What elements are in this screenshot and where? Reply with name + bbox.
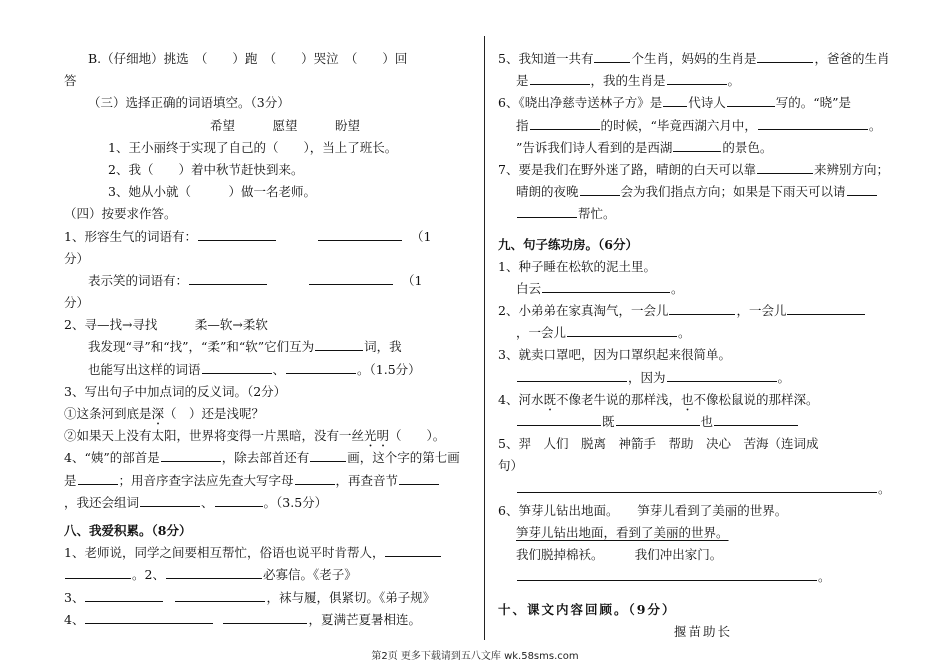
question-line — [498, 478, 908, 500]
question-text: 的景色。 — [722, 139, 773, 155]
question-text: 我发现“寻”和“找”，“柔”和“软”它们互为 — [88, 339, 315, 355]
question-line — [498, 300, 908, 322]
question-text: 也 — [700, 414, 714, 429]
answer-blank[interactable] — [202, 360, 272, 374]
question-text: 是 — [516, 73, 529, 89]
answer-blank[interactable] — [517, 479, 877, 493]
answer-blank[interactable] — [315, 337, 363, 351]
answer-blank[interactable] — [673, 138, 721, 152]
question-text: ，夏满芒夏暑相连。 — [308, 611, 421, 627]
answer-blank[interactable] — [714, 412, 798, 426]
dotted-word: 深 — [151, 406, 165, 421]
answer-blank[interactable] — [757, 160, 813, 174]
right-column — [498, 48, 908, 643]
question-text: 代诗人 — [688, 95, 726, 111]
question-text: 。 — [818, 569, 831, 585]
dotted-word: 光明 — [364, 428, 390, 444]
answer-blank[interactable] — [580, 182, 620, 196]
question-text: 个生肖，妈妈的生肖是 — [631, 51, 757, 66]
answer-blank[interactable] — [310, 448, 346, 462]
answer-blank[interactable] — [309, 271, 393, 285]
answer-blank[interactable] — [318, 227, 402, 241]
question-line — [498, 203, 908, 225]
dotted-word: 既 — [543, 391, 556, 407]
question-text: 画，这个字的第七画 — [347, 450, 460, 466]
answer-blank[interactable] — [189, 271, 267, 285]
answer-blank[interactable] — [727, 93, 775, 107]
answer-blank[interactable] — [517, 567, 817, 581]
question-line — [64, 609, 464, 631]
question-text: ”告诉我们诗人看到的是西湖 — [516, 139, 673, 155]
question-line: 5、羿 人们 脱离 神箭手 帮助 决心 苦海（连词成 — [498, 436, 819, 452]
answer-blank[interactable] — [517, 412, 601, 426]
question-line: 2、我（ ）着中秋节赶快到来。 — [108, 161, 304, 177]
question-line — [64, 403, 464, 425]
left-line: 答 — [64, 73, 77, 89]
question-text: ①这条河到底是 — [64, 406, 152, 421]
question-text: 写的。“晓”是 — [775, 95, 852, 111]
answer-blank[interactable] — [295, 471, 335, 485]
answer-blank[interactable] — [215, 493, 263, 507]
section-title: 八、我爱积累。（8分） — [64, 522, 192, 538]
answer-blank[interactable] — [667, 71, 727, 85]
answer-blank[interactable] — [530, 71, 590, 85]
question-text: 帮忙。 — [578, 206, 616, 222]
answer-blank[interactable] — [385, 543, 441, 557]
question-text: 4、“姨”的部首是 — [64, 450, 160, 466]
question-text: （ ）。 — [389, 428, 446, 444]
question-line: 句） — [498, 458, 524, 474]
answer-blank[interactable] — [530, 116, 600, 130]
example-text: 笋芽儿钻出地面，看到了美丽的世界。 — [516, 524, 729, 540]
question-text: 来辨别方向； — [813, 161, 889, 177]
score-note: （1 — [410, 228, 432, 244]
word-choices: 希望 愿望 盼望 — [210, 117, 361, 133]
answer-blank[interactable] — [399, 471, 439, 485]
question-line — [498, 48, 908, 70]
question-text: 晴朗的夜晚 — [516, 184, 579, 200]
question-text: 也能写出这样的词语 — [88, 361, 201, 377]
answer-blank[interactable] — [175, 588, 265, 602]
question-line — [64, 425, 464, 447]
question-text: 既 — [602, 414, 615, 429]
question-text: 。 — [878, 480, 891, 496]
question-text: 不像松鼠说的那样深。 — [693, 391, 819, 407]
question-text: 3、 — [64, 589, 85, 605]
question-text: 的时候，“毕竟西湖六月中， — [600, 117, 757, 133]
answer-blank[interactable] — [757, 49, 813, 63]
question-text: 表示笑的词语有： — [88, 272, 189, 288]
question-text: ②如果天上没有太阳，世界将变得一片黑暗，没有一丝 — [64, 428, 365, 444]
answer-blank[interactable] — [616, 412, 700, 426]
page-footer: 第2页 更多下载请到五八文库 wk.58sms.com — [371, 651, 579, 662]
question-text: ，我的生肖是 — [590, 73, 666, 89]
question-text: 不像老牛说的那样浅， — [555, 391, 681, 407]
question-line — [64, 270, 464, 292]
lesson-title: 揠苗助长 — [673, 623, 732, 639]
question-text: 5、我知道一共有 — [498, 51, 594, 66]
question-line — [498, 389, 908, 411]
question-line — [64, 447, 464, 469]
question-text: 、 — [272, 361, 286, 377]
answer-blank[interactable] — [667, 368, 777, 382]
question-text: 词，我 — [364, 339, 402, 355]
answer-blank[interactable] — [65, 565, 131, 579]
section-title: 十、课文内容回顾。（9分） — [498, 601, 677, 617]
answer-blank[interactable] — [85, 588, 163, 602]
question-line — [498, 367, 908, 389]
question-text: ，再查音节 — [335, 472, 399, 488]
question-text: 。 — [671, 280, 684, 296]
question-text: 。 — [868, 117, 882, 133]
left-column — [64, 48, 464, 631]
question-line — [498, 70, 908, 92]
question-line — [64, 542, 464, 564]
question-line — [498, 278, 908, 300]
question-text: 白云 — [516, 280, 542, 296]
answer-blank[interactable] — [166, 565, 262, 579]
answer-blank[interactable] — [85, 610, 213, 624]
question-line — [64, 470, 464, 492]
question-line: 6、笋芽儿钻出地面。 笋芽儿看到了美丽的世界。 — [498, 502, 788, 518]
answer-blank[interactable] — [223, 610, 307, 624]
question-text: 1、形容生气的词语有： — [64, 228, 197, 244]
section-title: （三）选择正确的词语填空。（3分） — [88, 95, 290, 111]
question-line: 3、就卖口罩吧，因为口罩织起来很简单。 — [498, 347, 731, 363]
question-text: ，一会儿 — [736, 303, 787, 319]
question-line: 3、她从小就（ ）做一名老师。 — [108, 184, 316, 200]
answer-blank[interactable] — [758, 116, 868, 130]
question-text: 4、河水 — [498, 391, 544, 407]
left-line: B.（仔细地）挑选 （ ）跑 （ ）哭泣 （ ）回 — [88, 51, 408, 66]
question-text: 。2、 — [132, 567, 165, 583]
score-note: （1 — [402, 272, 423, 288]
question-line: 我们脱掉棉袄。 我们冲出家门。 — [516, 547, 723, 563]
question-text: 必寡信。《老子》 — [262, 567, 357, 583]
question-text: ，因为 — [628, 369, 666, 385]
answer-blank[interactable] — [78, 471, 118, 485]
question-line: 1、种子睡在松软的泥土里。 — [498, 258, 656, 274]
question-line — [64, 492, 464, 514]
question-text: 、 — [201, 494, 214, 510]
answer-blank[interactable] — [663, 93, 687, 107]
question-text: ，爸爸的生肖 — [814, 51, 890, 66]
question-line: 1、王小丽终于实现了自己的（ ），当上了班长。 — [108, 139, 398, 155]
question-text: 4、 — [64, 611, 85, 627]
question-text: （ ）还是浅呢？ — [164, 406, 265, 421]
answer-blank[interactable] — [787, 301, 865, 315]
question-text: ，我还会组词 — [64, 494, 140, 510]
answer-blank[interactable] — [140, 493, 200, 507]
question-text: ；用音序查字法应先查大写字母 — [118, 472, 294, 488]
question-text: 。 — [678, 325, 691, 341]
question-line — [498, 115, 908, 137]
answer-blank[interactable] — [594, 49, 630, 63]
answer-blank[interactable] — [567, 323, 677, 337]
question-text: 2、小弟弟在家真淘气，一会儿 — [498, 303, 669, 319]
question-line — [498, 181, 908, 203]
question-line — [498, 159, 908, 181]
question-text: ，袜与履，俱紧切。《弟子规》 — [266, 589, 436, 605]
question-line — [498, 137, 908, 159]
question-text: 6、《晓出净慈寺送林子方》是 — [498, 95, 663, 111]
answer-blank[interactable] — [161, 448, 221, 462]
question-text: 是 — [64, 472, 77, 488]
question-line — [498, 411, 908, 433]
answer-blank[interactable] — [517, 368, 627, 382]
question-text: 指 — [516, 117, 529, 133]
question-line — [64, 226, 464, 248]
question-text: 1、老师说，同学之间要相互帮忙，俗语也说平时肯帮人， — [64, 545, 385, 561]
answer-blank[interactable] — [669, 301, 735, 315]
answer-blank[interactable] — [198, 227, 276, 241]
example-sentence — [498, 522, 908, 544]
dotted-word: 也 — [680, 391, 694, 407]
question-text: 。 — [727, 73, 741, 89]
answer-blank[interactable] — [542, 279, 670, 293]
question-line — [64, 587, 464, 609]
question-text: 会为我们指点方向；如果是下雨天可以请 — [620, 184, 846, 200]
question-line — [64, 359, 464, 381]
question-line — [498, 566, 908, 588]
question-line: 3、写出句子中加点词的反义词。（2分） — [64, 383, 287, 399]
score-note: 分） — [64, 250, 90, 266]
answer-blank[interactable] — [286, 360, 356, 374]
question-text: 。（3.5分） — [263, 494, 328, 510]
question-line — [498, 322, 908, 344]
question-line: 2、寻—找→寻找 柔—软→柔软 — [64, 317, 268, 333]
question-text: 7、要是我们在野外迷了路，晴朗的白天可以靠 — [498, 161, 756, 177]
answer-blank[interactable] — [517, 204, 577, 218]
question-text: ，除去部首还有 — [221, 450, 310, 466]
question-text: 。（1.5分） — [357, 361, 421, 377]
question-line — [64, 564, 464, 586]
question-line — [64, 336, 464, 358]
question-text: 。 — [777, 369, 791, 385]
section-title: 九、句子练功房。（6分） — [498, 236, 638, 252]
column-divider — [484, 36, 485, 640]
answer-blank[interactable] — [847, 182, 877, 196]
question-text: ，一会儿 — [516, 325, 567, 341]
section-title: （四）按要求作答。 — [64, 206, 177, 222]
score-note: 分） — [64, 295, 90, 311]
question-line — [498, 92, 908, 114]
